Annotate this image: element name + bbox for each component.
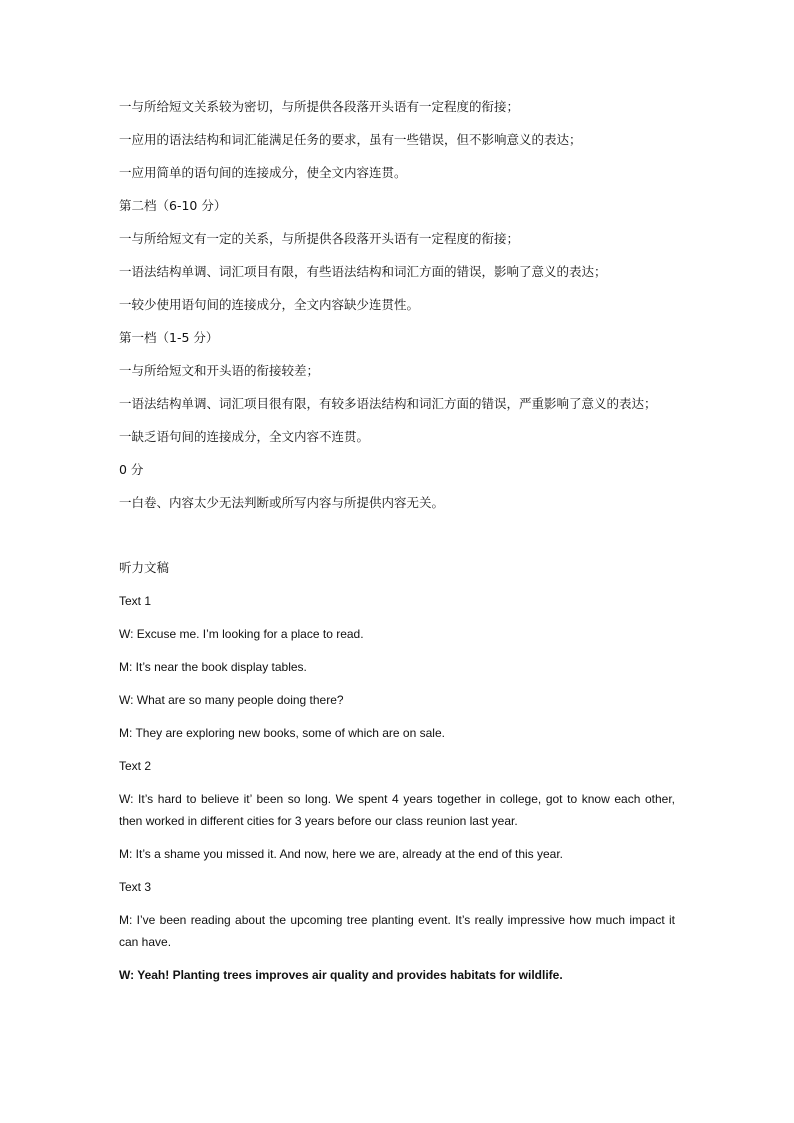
criteria-item: 一缺乏语句间的连接成分，全文内容不连贯。	[119, 429, 370, 444]
tier1-criteria	[119, 327, 675, 448]
text-label: Text 2	[119, 759, 152, 773]
text-label: Text 3	[119, 880, 152, 894]
criteria-item: 一语法结构单调、词汇项目有限，有些语法结构和词汇方面的错误，影响了意义的表达；	[119, 264, 607, 279]
tier3-criteria	[119, 96, 675, 184]
dialogue-line: M: They are exploring new books, some of which are on sale.	[119, 726, 445, 740]
criteria-item: 一白卷、内容太少无法判断或所写内容与所提供内容无关。	[119, 495, 445, 510]
tier-heading: 第一档（1-5 分）	[119, 330, 219, 345]
criteria-item: 一语法结构单调、词汇项目很有限，有较多语法结构和词汇方面的错误，严重影响了意义的表达；	[119, 396, 657, 411]
dialogue-line: W: It’s hard to believe it’ been so long. We spent 4 years together in college, got to know each other, then worked in different cities for 3 years before our class reunion last year.	[119, 792, 675, 828]
transcript-title: 听力文稿	[119, 560, 170, 575]
criteria-item: 一与所给短文和开头语的衔接较差；	[119, 363, 320, 378]
criteria-item: 一应用简单的语句间的连接成分，使全文内容连贯。	[119, 165, 407, 180]
dialogue-line: M: It’s a shame you missed it. And now, here we are, already at the end of this year.	[119, 847, 564, 861]
criteria-item: 一与所给短文关系较为密切，与所提供各段落开头语有一定程度的衔接；	[119, 99, 520, 114]
criteria-item: 一较少使用语句间的连接成分，全文内容缺少连贯性。	[119, 297, 420, 312]
dialogue-line: W: Excuse me. I’m looking for a place to read.	[119, 627, 364, 641]
dialogue-line: M: I’ve been reading about the upcoming tree planting event. It’s really impressive how much impact it can have.	[119, 913, 675, 949]
tier-heading: 0 分	[119, 462, 144, 477]
listening-transcript	[119, 557, 675, 986]
dialogue-line: M: It’s near the book display tables.	[119, 660, 307, 674]
criteria-item: 一应用的语法结构和词汇能满足任务的要求，虽有一些错误，但不影响意义的表达；	[119, 132, 582, 147]
dialogue-line: W: What are so many people doing there?	[119, 693, 344, 707]
tier0-criteria	[119, 459, 675, 514]
document-page	[119, 96, 675, 997]
criteria-item: 一与所给短文有一定的关系，与所提供各段落开头语有一定程度的衔接；	[119, 231, 520, 246]
dialogue-line: W: Yeah! Planting trees improves air quality and provides habitats for wildlife.	[119, 968, 563, 982]
tier-heading: 第二档（6-10 分）	[119, 198, 227, 213]
tier2-criteria	[119, 195, 675, 316]
text-label: Text 1	[119, 594, 152, 608]
